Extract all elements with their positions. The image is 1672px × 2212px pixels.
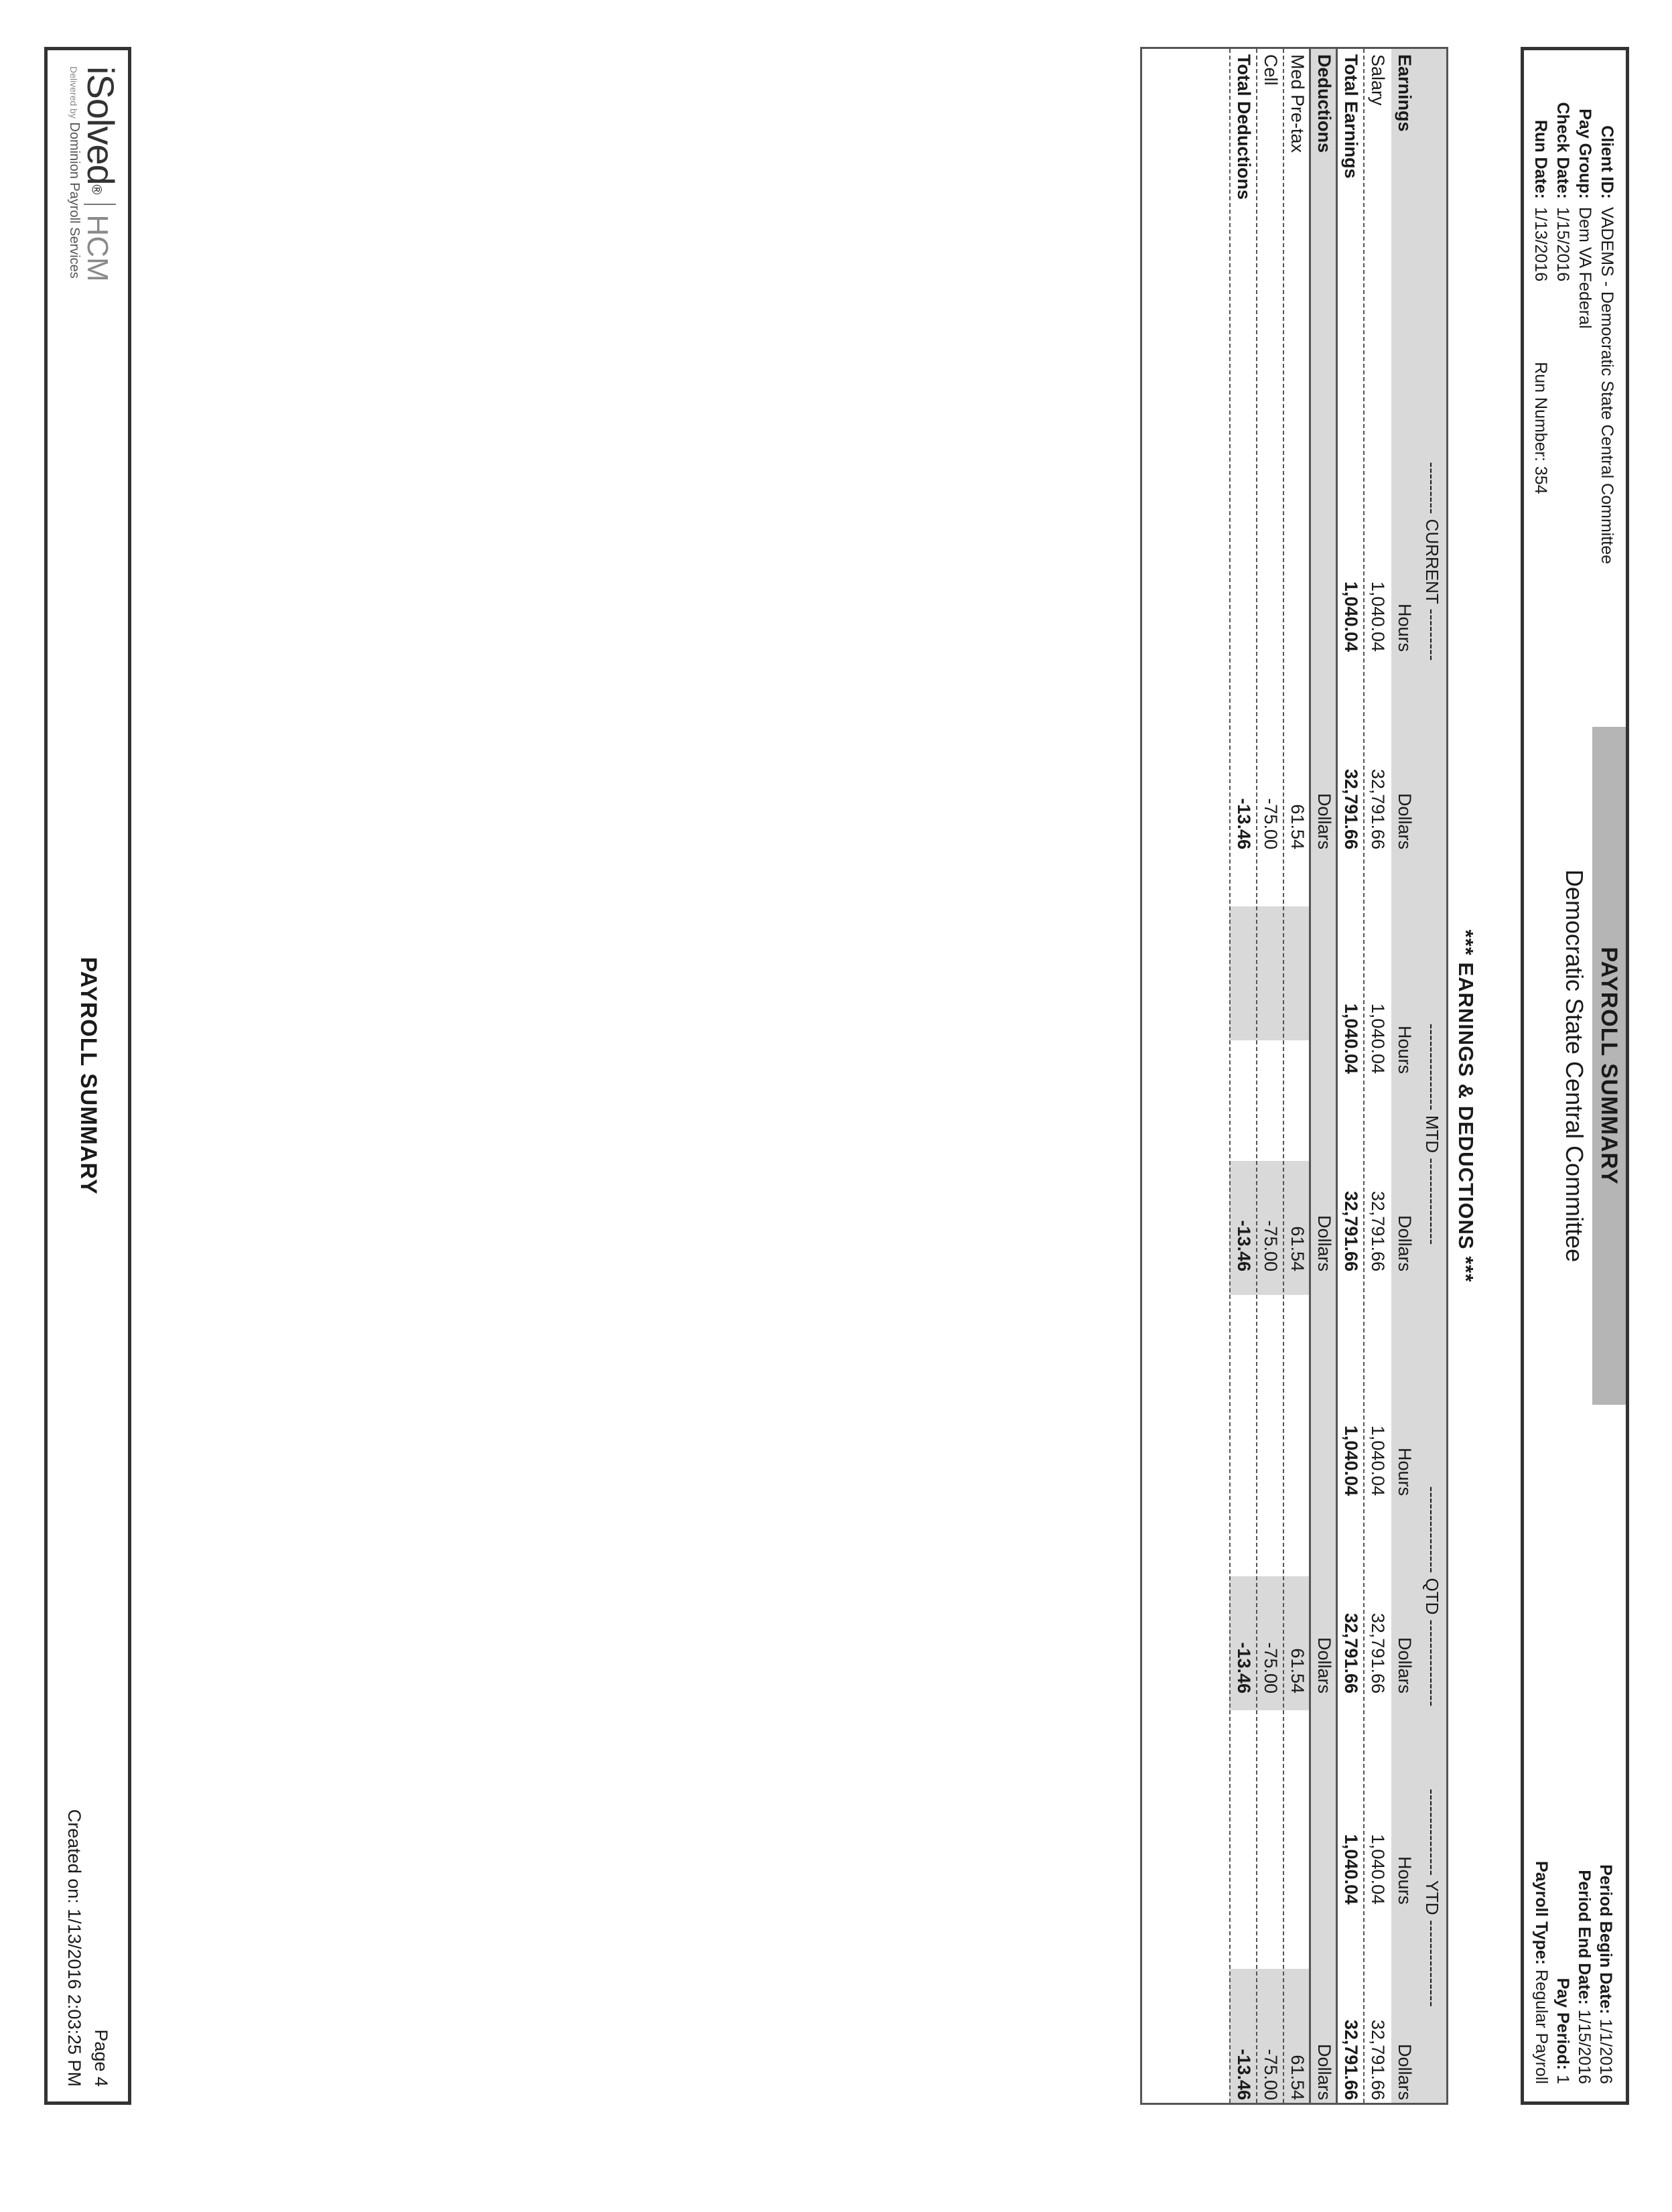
report-footer xyxy=(44,47,131,2105)
total-earnings-qtd-dollars: 32,791.66 xyxy=(1341,1612,1361,1693)
med-pretax-qtd: 61.54 xyxy=(1287,1648,1308,1693)
report-subtitle: Democratic State Central Committee xyxy=(1561,869,1588,1263)
run-date-value: 1/13/2016 xyxy=(1531,207,1550,282)
salary-ytd-dollars: 32,791.66 xyxy=(1368,2019,1388,2100)
footer-report-name: PAYROLL SUMMARY xyxy=(76,957,101,1195)
cell-ytd: -75.00 xyxy=(1261,2049,1281,2100)
client-id-label: Client ID: xyxy=(1598,125,1616,199)
check-date-label: Check Date: xyxy=(1553,102,1572,199)
run-number: Run Number: 354 xyxy=(1531,362,1550,494)
total-deductions-ytd: -13.46 xyxy=(1234,2049,1254,2100)
salary-qtd-dollars: 32,791.66 xyxy=(1368,1612,1388,1693)
created-on: Created on: 1/13/2016 2:03:25 PM xyxy=(64,1809,84,2087)
med-pretax-current: 61.54 xyxy=(1287,804,1308,849)
payroll-type-label: Payroll Type: xyxy=(1532,1860,1551,1965)
check-date-value: 1/15/2016 xyxy=(1553,207,1572,282)
client-id-value: VADEMS - Democratic State Central Committee xyxy=(1598,207,1616,565)
cell-qtd: -75.00 xyxy=(1261,1642,1281,1693)
payroll-type-value: Regular Payroll xyxy=(1532,1969,1551,2084)
table-row xyxy=(1284,49,1311,2103)
salary-current-hours: 1,040.04 xyxy=(1368,581,1388,652)
total-deductions-qtd: -13.46 xyxy=(1234,1642,1254,1693)
total-deductions-label: Total Deductions xyxy=(1234,54,1254,200)
table-row xyxy=(1338,49,1365,2103)
total-earnings-ytd-dollars: 32,791.66 xyxy=(1341,2019,1361,2100)
logo-main-text: iSolved xyxy=(80,66,122,185)
total-earnings-qtd-hours: 1,040.04 xyxy=(1341,1425,1361,1496)
salary-qtd-hours: 1,040.04 xyxy=(1368,1425,1388,1496)
mtd-dollars-header: Dollars xyxy=(1395,1215,1415,1271)
header-title-block xyxy=(1560,727,1626,1405)
mtd-deductions-dollars-header: Dollars xyxy=(1314,1215,1334,1271)
current-deductions-dollars-header: Dollars xyxy=(1314,792,1334,849)
total-deductions-mtd: -13.46 xyxy=(1234,1220,1254,1271)
logo-provider-name: Dominion Payroll Services xyxy=(67,122,82,279)
page-number: Page 4 xyxy=(91,2029,111,2087)
report-title: PAYROLL SUMMARY xyxy=(1592,727,1626,1405)
current-dollars-header: Dollars xyxy=(1395,792,1415,849)
table-row xyxy=(1231,49,1257,2103)
total-earnings-mtd-hours: 1,040.04 xyxy=(1341,1003,1361,1074)
total-earnings-label: Total Earnings xyxy=(1341,54,1361,179)
table-row xyxy=(1365,49,1391,2103)
cell-label: Cell xyxy=(1261,54,1281,86)
deductions-header-row xyxy=(1311,49,1338,2103)
period-end-value: 1/15/2016 xyxy=(1575,2009,1594,2084)
salary-label: Salary xyxy=(1368,54,1388,106)
pay-group-label: Pay Group: xyxy=(1576,109,1594,199)
qtd-dollars-header: Dollars xyxy=(1395,1637,1415,1693)
header-client-info xyxy=(1529,70,1618,564)
pay-group-value: Dem VA Federal xyxy=(1576,207,1594,329)
qtd-deductions-dollars-header: Dollars xyxy=(1314,1637,1334,1693)
footer-meta xyxy=(61,1809,115,2087)
table-row xyxy=(1257,49,1284,2103)
pay-period-label: Pay Period: xyxy=(1553,1978,1572,2071)
med-pretax-label: Med Pre-tax xyxy=(1287,54,1308,153)
cell-mtd: -75.00 xyxy=(1261,1220,1281,1271)
row-divider xyxy=(1229,49,1231,2103)
ytd-dollars-header: Dollars xyxy=(1395,2043,1415,2100)
earnings-deductions-table xyxy=(1140,47,1448,2105)
section-title: *** EARNINGS & DEDUCTIONS *** xyxy=(1454,929,1478,1283)
earnings-header-row xyxy=(1391,49,1418,2103)
current-hours-header: Hours xyxy=(1395,603,1415,652)
med-pretax-mtd: 61.54 xyxy=(1287,1226,1308,1271)
deductions-header: Deductions xyxy=(1314,54,1334,153)
header-period-info xyxy=(1531,1861,1616,2084)
group-current: --------- CURRENT --------- xyxy=(1422,462,1442,661)
qtd-hours-header: Hours xyxy=(1395,1447,1415,1496)
ytd-deductions-dollars-header: Dollars xyxy=(1314,2043,1334,2100)
total-deductions-current: -13.46 xyxy=(1234,798,1254,849)
period-end-label: Period End Date: xyxy=(1575,1870,1594,2005)
group-ytd: --------------- YTD --------------- xyxy=(1422,1789,1442,2007)
salary-ytd-hours: 1,040.04 xyxy=(1368,1834,1388,1905)
salary-mtd-hours: 1,040.04 xyxy=(1368,1003,1388,1074)
group-mtd: --------------- MTD --------------- xyxy=(1422,1023,1442,1245)
period-begin-label: Period Begin Date: xyxy=(1596,1864,1615,2014)
earnings-header: Earnings xyxy=(1395,54,1415,132)
logo-hcm-text: HCM xyxy=(81,214,114,282)
mtd-hours-header: Hours xyxy=(1395,1025,1415,1074)
total-earnings-ytd-hours: 1,040.04 xyxy=(1341,1834,1361,1905)
total-earnings-current-hours: 1,040.04 xyxy=(1341,581,1361,652)
salary-current-dollars: 32,791.66 xyxy=(1368,768,1388,849)
pay-period-value: 1 xyxy=(1553,2075,1572,2084)
total-earnings-mtd-dollars: 32,791.66 xyxy=(1341,1190,1361,1271)
cell-current: -75.00 xyxy=(1261,798,1281,849)
salary-mtd-dollars: 32,791.66 xyxy=(1368,1190,1388,1271)
total-earnings-current-dollars: 32,791.66 xyxy=(1341,768,1361,849)
period-begin-value: 1/1/2016 xyxy=(1596,2018,1615,2084)
ytd-hours-header: Hours xyxy=(1395,1856,1415,1905)
run-date-label: Run Date: xyxy=(1531,119,1550,199)
med-pretax-ytd: 61.54 xyxy=(1287,2055,1308,2100)
logo-delivered-text: Delivered by xyxy=(68,66,79,119)
group-qtd: --------------- QTD --------------- xyxy=(1422,1486,1442,1707)
logo-registered-mark: ® xyxy=(88,184,104,195)
report-header xyxy=(1521,47,1629,2105)
